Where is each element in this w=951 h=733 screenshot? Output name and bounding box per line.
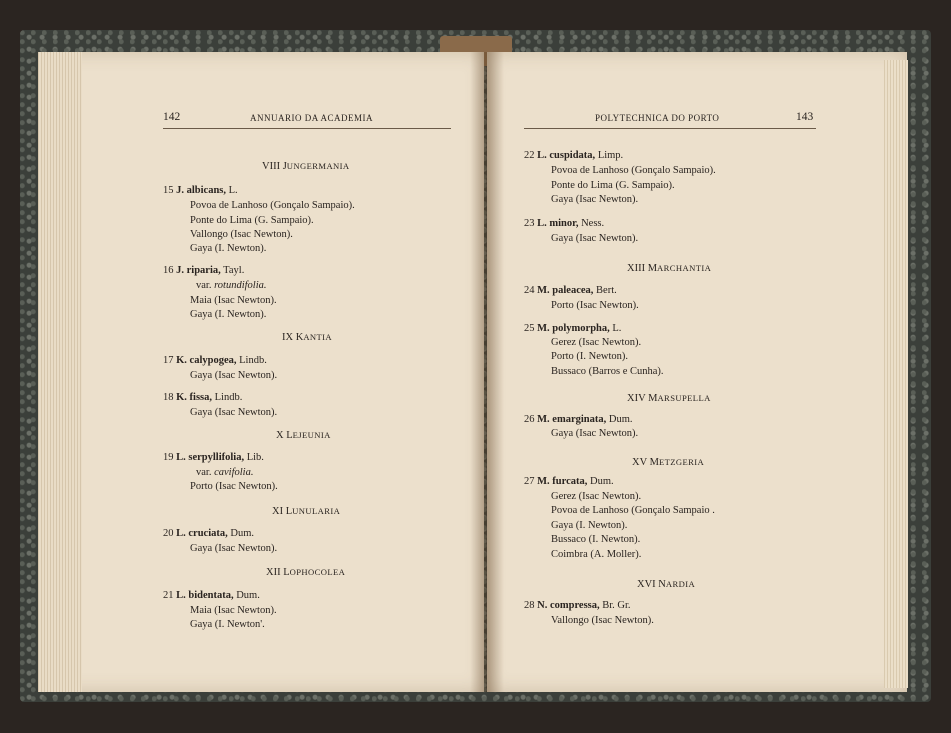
locality-line: Maia (Isac Newton). [190,295,277,306]
locality-line: Bussaco (I. Newton). [551,534,641,545]
left-page-edges [38,52,82,692]
species-name: M. polymorpha, [537,323,610,334]
variety-name: rotundifolia. [214,280,267,291]
species-entry [163,355,267,367]
section-number: VIII [262,161,283,172]
species-name: N. compressa, [537,600,600,611]
species-entry [163,452,264,464]
species-name: L. cuspidata, [537,150,596,161]
locality-line: Porto (Isac Newton). [190,481,278,492]
section-number: XVI [637,579,659,590]
section-name: OPHOCOLEA [289,567,346,577]
section-initial: M [647,263,658,274]
species-entry [524,476,614,488]
right-page-edges [884,60,908,688]
section-heading [276,429,331,442]
section-heading [262,160,350,173]
species-author: Tayl. [220,265,245,276]
left-page-number: 142 [163,111,181,123]
species-entry [524,218,604,230]
locality-line: Gaya (I. Newton). [190,243,267,254]
section-heading [632,456,704,469]
locality-line: Gaya (Isac Newton). [190,370,278,381]
species-name: K. fissa, [176,392,213,403]
variety-line [196,280,267,292]
section-heading [272,505,340,518]
species-name: L. serpyllifolia, [176,452,245,463]
species-entry [163,265,244,277]
section-initial: J [282,161,287,172]
species-name: M. furcata, [537,476,588,487]
section-number: IX [282,332,296,343]
species-entry [163,590,260,602]
entry-number: 27 [524,476,538,487]
right-header-rule [524,128,816,129]
locality-line: Gerez (Isac Newton). [551,491,642,502]
section-name: ARCHANTIA [657,263,712,273]
section-initial: M [649,457,659,468]
species-entry [524,323,621,335]
entry-number: 19 [163,452,177,463]
locality-line: Gaya (Isac Newton). [190,543,278,554]
entry-number: 25 [524,323,538,334]
locality-line: Povoa de Lanhoso (Gonçalo Sampaio). [551,165,716,176]
section-heading [266,566,345,579]
section-initial: L [283,567,290,578]
variety-name: cavifolia. [214,467,254,478]
entry-number: 21 [163,590,177,601]
section-number: XI [272,506,286,517]
species-author: Lindb. [236,355,267,366]
entry-number: 17 [163,355,177,366]
locality-line: Porto (Isac Newton). [551,300,639,311]
locality-line: Vallongo (Isac Newton). [551,615,654,626]
section-number: XIII [627,263,648,274]
section-name: ETZGERIA [658,457,705,467]
locality-line: Coimbra (A. Moller). [551,549,642,560]
section-name: ARSUPELLA [657,393,711,403]
right-page [487,52,907,692]
section-heading [282,331,332,344]
species-name: M. emarginata, [537,414,607,425]
locality-line: Gaya (I. Newton'. [190,619,265,630]
species-author: L. [609,323,622,334]
locality-line: Ponte do Lima (G. Sampaio). [190,215,314,226]
species-name: K. calypogea, [176,355,237,366]
variety-line [196,467,253,479]
locality-line: Ponte do Lima (G. Sampaio). [551,180,675,191]
variety-prefix: var. [196,280,215,291]
book-gutter [470,52,504,692]
locality-line: Gerez (Isac Newton). [551,337,642,348]
section-heading [627,262,711,275]
entry-number: 28 [524,600,538,611]
species-author: Dum. [227,528,254,539]
section-initial: K [295,332,304,343]
species-name: M. paleacea, [537,285,594,296]
species-author: Lindb. [212,392,243,403]
entry-number: 18 [163,392,177,403]
locality-line: Maia (Isac Newton). [190,605,277,616]
entry-number: 23 [524,218,538,229]
right-page-number: 143 [796,111,814,123]
species-author: Bert. [593,285,617,296]
locality-line: Povoa de Lanhoso (Gonçalo Sampaio . [551,505,715,516]
species-entry [524,150,623,162]
locality-line: Gaya (Isac Newton). [551,428,639,439]
species-author: Ness. [578,218,605,229]
section-heading [627,392,711,405]
section-name: ARDIA [665,579,696,589]
species-author: L. [226,185,238,196]
section-number: X [276,430,287,441]
species-entry [163,392,242,404]
section-number: XII [266,567,284,578]
locality-line: Gaya (Isac Newton). [551,233,639,244]
species-entry [524,285,617,297]
section-initial: M [648,393,658,404]
left-header-rule [163,128,451,129]
locality-line: Gaya (Isac Newton). [190,407,278,418]
species-name: L. minor, [537,218,579,229]
section-initial: L [286,430,293,441]
locality-line: Porto (I. Newton). [551,351,628,362]
entry-number: 24 [524,285,538,296]
section-initial: L [285,506,293,517]
locality-line: Bussaco (Barros e Cunha). [551,366,664,377]
entry-number: 16 [163,265,177,276]
section-number: XIV [627,393,649,404]
species-entry [163,528,254,540]
entry-number: 20 [163,528,177,539]
section-name: EJEUNIA [292,430,331,440]
locality-line: Vallongo (Isac Newton). [190,229,293,240]
species-name: J. albicans, [176,185,227,196]
section-name: ANTIA [303,332,333,342]
locality-line: Gaya (Isac Newton). [551,194,639,205]
species-author: Dum. [587,476,614,487]
species-name: L. bidentata, [176,590,234,601]
locality-line: Gaya (I. Newton). [190,309,267,320]
species-entry [524,600,631,612]
entry-number: 26 [524,414,538,425]
locality-line: Gaya (I. Newton). [551,520,628,531]
species-entry [524,414,632,426]
section-name: UNULARIA [292,506,341,516]
species-author: Br. Gr. [599,600,631,611]
species-author: Dum. [233,590,260,601]
section-heading [637,578,695,591]
section-number: XV [632,457,650,468]
locality-line: Povoa de Lanhoso (Gonçalo Sampaio). [190,200,355,211]
species-author: Lib. [244,452,264,463]
species-author: Limp. [595,150,624,161]
section-initial: N [658,579,666,590]
section-name: UNGERMANIA [286,161,350,171]
entry-number: 15 [163,185,177,196]
species-name: J. riparia, [176,265,221,276]
species-author: Dum. [606,414,633,425]
variety-prefix: var. [196,467,215,478]
entry-number: 22 [524,150,538,161]
left-running-head: ANNUARIO DA ACADEMIA [250,113,374,123]
species-entry [163,185,238,197]
species-name: L. cruciata, [176,528,228,539]
right-running-head: POLYTECHNICA DO PORTO [595,113,720,123]
